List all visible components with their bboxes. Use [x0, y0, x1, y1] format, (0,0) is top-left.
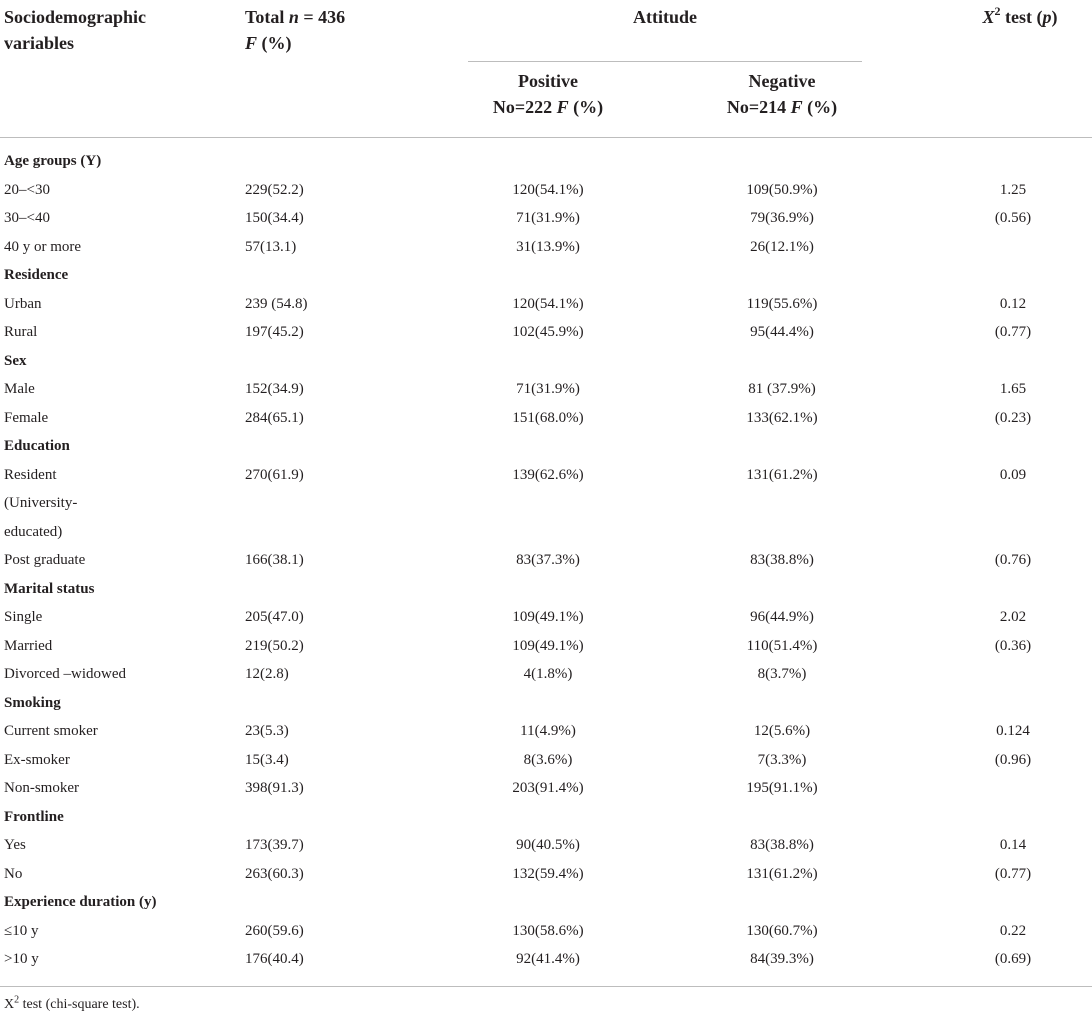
negative-cell: 95(44.4%) [750, 324, 814, 340]
negative-cell: 110(51.4%) [746, 637, 818, 654]
negative-cell: 133(62.1%) [746, 409, 818, 426]
variable-label: Urban [4, 295, 42, 312]
chi-square-cell: (0.76) [994, 552, 1032, 568]
group-header-row [0, 347, 1092, 376]
variable-label: 40 y or more [4, 238, 82, 255]
chi-square-cell: 1.65 [999, 381, 1027, 397]
table-row [0, 632, 1092, 661]
total-cell: 197(45.2) [245, 324, 304, 340]
variable-label: Yes [4, 837, 26, 853]
total-cell: 12(2.8) [245, 666, 289, 682]
variable-label: 30–<40 [4, 210, 50, 226]
variable-label: 20–<30 [4, 181, 50, 198]
table-row [0, 318, 1092, 347]
chi-square-cell: 0.09 [999, 466, 1027, 483]
table-row [0, 603, 1092, 632]
table-row [0, 917, 1092, 946]
total-cell: 23(5.3) [245, 723, 289, 739]
chi-square-cell: 2.02 [999, 609, 1027, 625]
total-cell: 398(91.3) [245, 780, 304, 796]
positive-cell: 92(41.4%) [516, 951, 580, 967]
chi-square-cell: 0.22 [999, 922, 1027, 939]
variable-label: Male [4, 381, 35, 397]
header-positive: Positive No=222 F (%) [492, 71, 604, 117]
chi-square-cell: (0.56) [994, 210, 1032, 226]
total-cell: 176(40.4) [245, 951, 304, 967]
positive-cell: 71(31.9%) [516, 210, 580, 226]
header-chi-square-test: $X^2$ test (p) [982, 4, 1058, 27]
positive-cell: 132(59.4%) [512, 865, 584, 882]
total-cell: 284(65.1) [245, 409, 304, 426]
positive-cell: 8(3.6%) [523, 751, 573, 768]
variable-label: >10 y [4, 951, 39, 967]
footnote: $X^2$ test (chi-square test). [4, 994, 140, 1012]
table-row [0, 233, 1092, 262]
negative-cell: 7(3.3%) [757, 751, 807, 768]
table-row [0, 746, 1092, 775]
negative-cell: 131(61.2%) [746, 466, 818, 483]
total-cell: 263(60.3) [245, 865, 304, 882]
negative-cell: 96(44.9%) [750, 609, 814, 625]
positive-cell: 151(68.0%) [512, 409, 584, 426]
total-cell: 219(50.2) [245, 637, 304, 654]
table-row [0, 176, 1092, 205]
header-variables: Sociodemographic variables [4, 7, 146, 53]
group-label: Residence [4, 267, 69, 283]
chi-square-cell: (0.96) [994, 751, 1032, 768]
group-header-row [0, 147, 1092, 176]
table-row [0, 860, 1092, 889]
group-label: Age groups (Y) [4, 153, 102, 169]
negative-cell: 83(38.8%) [750, 837, 814, 853]
table-row [0, 290, 1092, 319]
total-cell: 239 (54.8) [245, 295, 308, 312]
table-row [0, 660, 1092, 689]
attitude-underline [468, 61, 862, 62]
total-cell: 229(52.2) [245, 181, 304, 198]
table-row [0, 831, 1092, 860]
variable-label: Resident [4, 466, 57, 483]
table-row [0, 546, 1092, 575]
variable-label: Divorced –widowed [4, 666, 127, 682]
chi-square-cell: 0.124 [996, 723, 1030, 739]
group-label: Education [4, 438, 70, 454]
total-cell: 173(39.7) [245, 837, 304, 853]
group-label: Marital status [4, 580, 95, 597]
table-row [0, 404, 1092, 433]
positive-cell: 31(13.9%) [516, 238, 580, 255]
positive-cell: 71(31.9%) [516, 381, 580, 397]
group-header-row [0, 432, 1092, 461]
group-label: Frontline [4, 808, 64, 825]
chi-square-cell: (0.23) [994, 409, 1032, 426]
total-cell: 57(13.1) [245, 238, 297, 255]
variable-label: Non-smoker [4, 780, 79, 796]
table-row [0, 717, 1092, 746]
group-header-row [0, 261, 1092, 290]
positive-cell: 120(54.1%) [512, 181, 584, 198]
header-total: Total n = 436 F (%) [245, 7, 346, 53]
chi-square-cell: (0.77) [994, 865, 1032, 882]
negative-cell: 83(38.8%) [750, 552, 814, 568]
positive-cell: 139(62.6%) [512, 466, 584, 483]
total-cell: 205(47.0) [245, 609, 304, 625]
negative-cell: 84(39.3%) [750, 951, 814, 967]
positive-cell: 102(45.9%) [512, 324, 584, 340]
positive-cell: 109(49.1%) [512, 609, 584, 625]
variable-label: Ex-smoker [4, 751, 70, 768]
variable-label: No [4, 865, 23, 882]
negative-cell: 26(12.1%) [750, 238, 814, 255]
table-row [0, 518, 1092, 547]
negative-cell: 79(36.9%) [750, 210, 814, 226]
negative-cell: 12(5.6%) [753, 723, 811, 739]
positive-cell: 109(49.1%) [512, 637, 584, 654]
group-header-row [0, 803, 1092, 832]
negative-cell: 131(61.2%) [746, 865, 818, 882]
header-bottom-rule [0, 137, 1092, 138]
total-cell: 150(34.4) [245, 210, 304, 226]
variable-label: Single [4, 609, 43, 625]
negative-cell: 119(55.6%) [746, 295, 818, 312]
variable-label: Rural [4, 324, 38, 340]
negative-cell: 81 (37.9%) [748, 381, 816, 397]
group-label: Smoking [4, 694, 61, 711]
total-cell: 166(38.1) [245, 552, 304, 568]
variable-label: Current smoker [4, 723, 98, 739]
positive-cell: 11(4.9%) [520, 723, 576, 739]
positive-cell: 83(37.3%) [516, 552, 580, 568]
chi-square-cell: 0.14 [999, 837, 1027, 853]
chi-square-cell: (0.77) [994, 324, 1032, 340]
negative-cell: 8(3.7%) [757, 666, 807, 682]
table-row [0, 204, 1092, 233]
positive-cell: 4(1.8%) [523, 666, 573, 682]
variable-label: Female [4, 409, 49, 426]
variable-label: Married [4, 637, 53, 654]
total-cell: 15(3.4) [245, 751, 289, 768]
negative-cell: 109(50.9%) [746, 181, 818, 198]
positive-cell: 120(54.1%) [512, 295, 584, 312]
group-header-row [0, 575, 1092, 604]
positive-cell: 90(40.5%) [516, 837, 580, 853]
table-row [0, 461, 1092, 490]
group-header-row [0, 689, 1092, 718]
total-cell: 152(34.9) [245, 381, 304, 397]
table-row [0, 945, 1092, 974]
group-label: Sex [4, 352, 27, 369]
group-label: Experience duration (y) [4, 894, 157, 910]
table-bottom-rule [0, 986, 1092, 987]
total-cell: 270(61.9) [245, 466, 304, 483]
table-row [0, 489, 1092, 518]
variable-label: ≤10 y [4, 922, 39, 939]
chi-square-cell: 1.25 [999, 181, 1027, 198]
total-cell: 260(59.6) [245, 922, 304, 939]
variable-label: (University- [4, 495, 78, 511]
negative-cell: 130(60.7%) [746, 922, 818, 939]
header-attitude: Attitude [633, 7, 697, 27]
table-row [0, 375, 1092, 404]
group-header-row [0, 888, 1092, 917]
variable-label: educated) [4, 523, 63, 540]
positive-cell: 203(91.4%) [512, 780, 584, 796]
chi-square-cell: (0.69) [994, 951, 1032, 967]
variable-label: Post graduate [4, 552, 86, 568]
positive-cell: 130(58.6%) [512, 922, 584, 939]
header-negative: Negative No=214 F (%) [726, 71, 838, 117]
chi-square-cell: 0.12 [999, 295, 1027, 312]
negative-cell: 195(91.1%) [746, 780, 818, 796]
chi-square-cell: (0.36) [994, 637, 1032, 654]
table-row [0, 774, 1092, 803]
